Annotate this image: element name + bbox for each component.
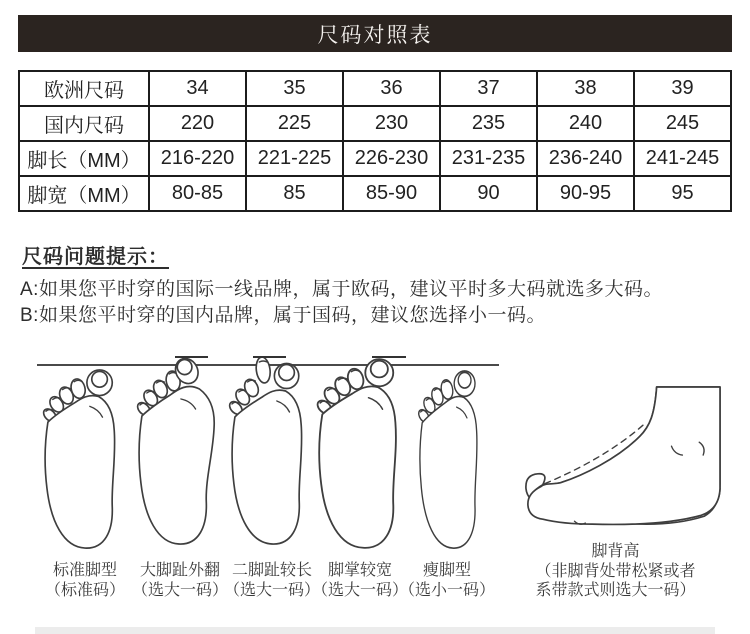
table-cell: 241-245: [634, 141, 731, 176]
table-cell: 80-85: [149, 176, 246, 211]
tips-title: 尺码问题提示：: [22, 246, 169, 268]
table-cell: 95: [634, 176, 731, 211]
foot-type-advice: （选大一码）: [312, 581, 409, 599]
page-title: 尺码对照表: [317, 23, 433, 47]
row-label: 欧洲尺码: [19, 71, 149, 106]
foot-type-name: 脚掌较宽: [327, 562, 392, 579]
table-cell: 235: [440, 106, 537, 141]
long-second-toe-foot-illustration: [231, 356, 309, 553]
foot-type-name: 二脚趾较长: [231, 562, 312, 579]
table-cell: 240: [537, 106, 634, 141]
overlength-tick-wide-foot: [372, 356, 406, 358]
foot-type-label-high-instep: [508, 542, 723, 601]
row-label: 脚长（MM）: [19, 141, 149, 176]
table-row-foot-width: [19, 176, 731, 211]
foot-type-label-thin: [399, 561, 495, 600]
row-label: 国内尺码: [19, 106, 149, 141]
foot-type-advice: （非脚背处带松紧或者: [535, 562, 696, 580]
table-cell: 220: [149, 106, 246, 141]
table-cell: 231-235: [440, 141, 537, 176]
foot-type-name: 大脚趾外翻: [139, 562, 220, 579]
table-cell: 85-90: [343, 176, 440, 211]
table-cell: 90-95: [537, 176, 634, 211]
header-banner: [18, 15, 732, 52]
table-cell: 221-225: [246, 141, 343, 176]
bunion-foot-illustration: [138, 355, 218, 553]
table-cell: 225: [246, 106, 343, 141]
table-cell: 36: [343, 71, 440, 106]
foot-type-label-bunion: [132, 561, 228, 600]
table-cell: 230: [343, 106, 440, 141]
foot-type-advice: （选大一码）: [224, 581, 321, 599]
table-cell: 236-240: [537, 141, 634, 176]
overlength-tick-bunion: [175, 356, 208, 358]
foot-type-name: 脚背高: [591, 543, 640, 560]
table-cell: 37: [440, 71, 537, 106]
foot-type-name: 瘦脚型: [422, 562, 471, 579]
bottom-divider: [35, 627, 715, 634]
foot-type-advice: （选小一码）: [399, 581, 496, 599]
table-cell: 226-230: [343, 141, 440, 176]
table-cell: 34: [149, 71, 246, 106]
table-cell: 216-220: [149, 141, 246, 176]
table-row-eu-size: [19, 71, 731, 106]
overlength-tick-second-toe: [253, 356, 286, 358]
foot-type-name: 标准脚型: [52, 562, 117, 579]
foot-type-advice: （标准码）: [44, 581, 125, 599]
table-cell: 35: [246, 71, 343, 106]
size-comparison-table: [18, 70, 732, 212]
tip-line-b: B:如果您平时穿的国内品牌，属于国码，建议您选择小一码。: [20, 305, 546, 326]
table-row-foot-length: [19, 141, 731, 176]
high-instep-foot-illustration: [523, 385, 721, 535]
foot-type-advice: （选大一码）: [132, 581, 229, 599]
foot-type-label-standard: [37, 561, 133, 600]
foot-type-label-long-second-toe: [224, 561, 320, 600]
row-label: 脚宽（MM）: [19, 176, 149, 211]
table-cell: 245: [634, 106, 731, 141]
foot-type-label-wide: [312, 561, 408, 600]
thin-foot-illustration: [419, 367, 483, 553]
table-row-cn-size: [19, 106, 731, 141]
table-cell: 85: [246, 176, 343, 211]
standard-foot-illustration: [44, 366, 122, 553]
table-cell: 38: [537, 71, 634, 106]
wide-foot-illustration: [318, 355, 404, 553]
table-cell: 39: [634, 71, 731, 106]
foot-type-advice: 系带款式则选大一码）: [535, 582, 696, 599]
tip-line-a: A:如果您平时穿的国际一线品牌，属于欧码，建议平时多大码就选多大码。: [20, 279, 663, 300]
table-cell: 90: [440, 176, 537, 211]
